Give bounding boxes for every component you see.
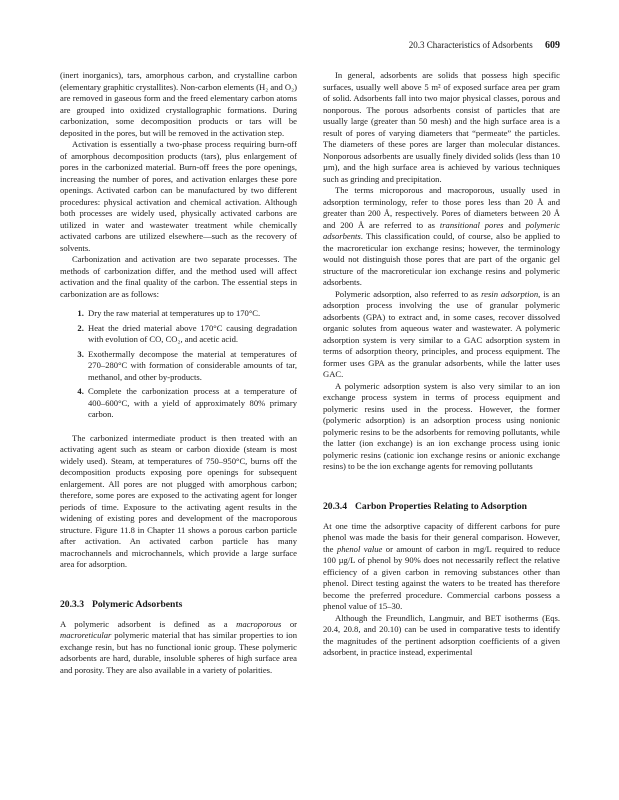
paragraph: The terms microporous and macroporous, usually used in adsorption terminology, refer to those pores less than 20 Å and greater than 200 Å, respectively. Pores of diameters between 20 Å and 200 Å are referred to as transitional pores and polymeric adsorbents. This classification could, of course, also be applied to the macroreticular ion exchange resins; however, the terminology would not distinguish those pores that are part of the organic gel structure of the macroreticular ion exchange resins and polymeric adsorbents. xyxy=(323,185,560,287)
paragraph: A polymeric adsorption system is also very similar to an ion exchange process system in terms of process equipment and polymeric resins used in the process. However, the former (polymeric adsorption) is an adsorption process using nonionic polymeric resins to be the adsorbents for removing pollutants, while the latter (ion exchange) is an ion exchange process using ionic polymeric resins (cationic ion exchange resins or anionic exchange resins) to be the ion exchange agents for removing pollutants xyxy=(323,380,560,471)
section-heading-20-3-4 xyxy=(323,501,560,513)
list-item: 2. Heat the dried material above 170°C causing degradation with evolution of CO, CO₂, and acetic acid. xyxy=(86,323,297,346)
running-header-section: 20.3 Characteristics of Adsorbents xyxy=(408,40,533,50)
section-heading-20-3-3 xyxy=(60,599,297,611)
section-number: 20.3.4 xyxy=(323,500,347,512)
page-number: 609 xyxy=(545,40,560,51)
paragraph: In general, adsorbents are solids that possess high specific surfaces, usually well above 5 m² of exposed surface area per gram of solid. Adsorbents fall into two major physical classes, porous and nonporous. The porous adsorbents consist of particles that are usually large (greater than 50 mesh) and the high surface area is a result of pores of varying diameters that “permeate” the particles. The diameters of these pores are larger than molecular distances. Nonporous adsorbents are usually finely divided solids (less than 10 µm), and the high surface area is achieved by various techniques such as grinding and precipitation. xyxy=(323,70,560,184)
right-column xyxy=(323,70,560,659)
paragraph: A polymeric adsorbent is defined as a macroporous or macroreticular polymeric material that has similar properties to ion exchange resin, but has no functional ionic group. These polymeric adsorbents are hard, durable, insoluble spheres of high surface area and porosity. They are also available in a variety of polarities. xyxy=(60,618,297,675)
list-item: 3. Exothermally decompose the material at temperatures of 270–280°C with formation of considerable amounts of tar, methanol, and other by-products. xyxy=(86,349,297,384)
carbonization-steps-list xyxy=(60,308,297,421)
paragraph: Although the Freundlich, Langmuir, and BET isotherms (Eqs. 20.4, 20.8, and 20.10) can be used in comparative tests to identify the magnitudes of the pertinent adsorption coefficients of a given adsorbent, in practice instead, experimental xyxy=(323,612,560,657)
section-number: 20.3.3 xyxy=(60,598,84,610)
left-column xyxy=(60,70,297,676)
paragraph: Carbonization and activation are two separate processes. The methods of carbonization differ, and the method used will affect activation and the final quality of the carbon. The essential steps in carbonization are as follows: xyxy=(60,254,297,299)
paragraph: Activation is essentially a two-phase process requiring burn-off of amorphous decomposition products (tars), plus enlargement of pores in the carbonized material. Burn-off frees the pore openings, increasing the number of pores, and activation enlarges these pore openings. Activated carbon can be manufactured by two different procedures: physical activation and chemical activation. Although both processes are widely used, physically activated carbons are utilized in water and wastewater treatment while chemically activated carbons are utilized elsewhere—such as the recovery of solvents. xyxy=(60,139,297,253)
list-item: 1. Dry the raw material at temperatures up to 170°C. xyxy=(86,308,297,320)
section-title: Polymeric Adsorbents xyxy=(91,598,183,610)
section-title: Carbon Properties Relating to Adsorption xyxy=(354,500,527,512)
paragraph: Polymeric adsorption, also referred to as resin adsorption, is an adsorption process involving the use of granular polymeric adsorbents (GPA) to extract and, in some cases, recover dissolved organic solutes from aqueous water and wastewater. A polymeric adsorption system is very similar to a GAC adsorption system in terms of adsorption theory, principles, and process equipment. The former uses GPA as the granular adsorbents, while the latter uses GAC. xyxy=(323,288,560,379)
paragraph: At one time the adsorptive capacity of different carbons for pure phenol was made the basis for their general comparison. However, the phenol value or amount of carbon in mg/L required to reduce 100 µg/L of phenol by 90% does not necessarily reflect the relative efficiency of a given carbon in removing substances other than phenol. Direct testing against the waters to be treated has therefore become the preferred procedure. Commercial carbons possess a phenol value of 15–30. xyxy=(323,520,560,611)
running-header xyxy=(60,40,560,54)
paragraph: (inert inorganics), tars, amorphous carbon, and crystalline carbon (elementary graphitic crystallites). Non-carbon elements (H₂ and O₂) are removed in gaseous form and the freed elementary carbon atoms are grouped into oxidized crystallographic formations. During carbonization, some decomposition products or tars will be deposited in the pores, but will be removed in the activation step. xyxy=(60,70,297,138)
list-item: 4. Complete the carbonization process at a temperature of 400–600°C, with a yield of approximately 80% primary carbon. xyxy=(86,386,297,421)
paragraph: The carbonized intermediate product is then treated with an activating agent such as steam or carbon dioxide (steam is most widely used). Steam, at temperatures of 750–950°C, burns off the decomposition products exposing pore openings for subsequent enlargement. All pores are not plugged with amorphous carbon; therefore, some pores are exposed to the activating agent for longer periods of time. Exposure to the activating agent results in the widening of existing pores and development of the macroporous structure. Figure 11.8 in Chapter 11 shows a porous carbon particle after activation. An activated carbon particle has many macrochannels and microchannels, which provide a large surface area for adsorption. xyxy=(60,432,297,569)
